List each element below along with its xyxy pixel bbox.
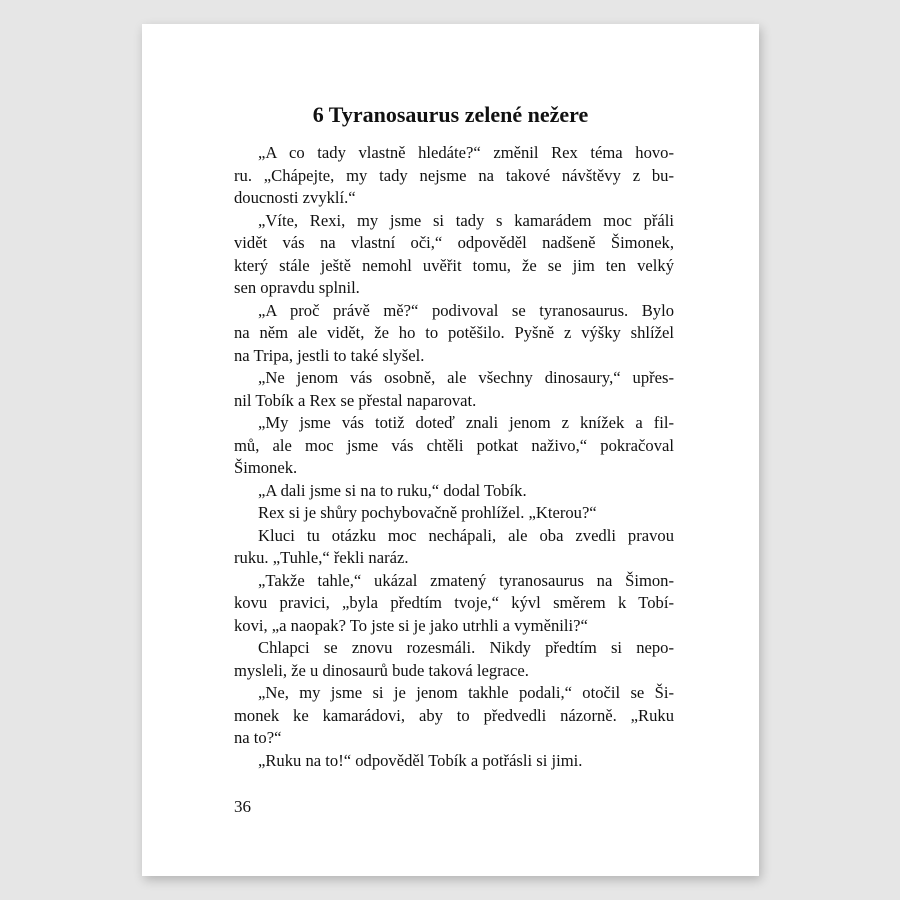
book-page — [142, 24, 759, 876]
text-line: mysleli, že u dinosaurů bude taková legrace. — [234, 660, 529, 680]
text-line: „A proč právě mě?“ podivoval se tyranosaurus. Bylo — [258, 300, 674, 320]
text-line: „Ruku na to!“ odpověděl Tobík a potřásli si jimi. — [258, 750, 583, 770]
text-line: ruku. „Tuhle,“ řekli naráz. — [234, 548, 409, 567]
text-line: který stále ještě nemohl uvěřit tomu, že se jim ten velký — [234, 255, 674, 275]
text-line: „Ne jenom vás osobně, ale všechny dinosaury,“ upřes- — [258, 368, 674, 387]
text-line: Šimonek. — [234, 458, 298, 477]
text-line: kovi, „a naopak? To jste si je jako utrhli a vyměnili?“ — [234, 615, 588, 635]
text-line: mů, ale moc jsme vás chtěli potkat naživo,“ pokračoval — [234, 435, 674, 455]
text-line: nil Tobík a Rex se přestal naparovat. — [234, 390, 477, 410]
text-line: na něm ale vidět, že ho to potěšilo. Pyšně z výšky shlížel — [234, 323, 674, 342]
text-line: „Ne, my jsme si je jenom takhle podali,“ otočil se Ši- — [258, 683, 674, 702]
text-line: „A dali jsme si na to ruku,“ dodal Tobík. — [258, 480, 527, 500]
text-line: na Tripa, jestli to také slyšel. — [234, 345, 425, 365]
page-number: 36 — [234, 797, 251, 816]
text-line: kovu pravici, „byla předtím tvoje,“ kývl směrem k Tobí- — [234, 593, 674, 612]
chapter-title: 6 Tyranosaurus zelené nežere — [312, 102, 589, 127]
text-line: ru. „Chápejte, my tady nejsme na takové návštěvy z bu- — [234, 165, 674, 185]
text-line: monek ke kamarádovi, aby to předvedli názorně. „Ruku — [234, 705, 674, 725]
text-line: na to?“ — [234, 728, 282, 747]
text-line: „My jsme vás totiž doteď znali jenom z knížek a fil- — [258, 413, 674, 432]
text-line: „A co tady vlastně hledáte?“ změnil Rex téma hovo- — [258, 143, 674, 162]
text-line: vidět vás na vlastní oči,“ odpověděl nadšeně Šimonek, — [234, 233, 674, 252]
text-line: „Takže tahle,“ ukázal zmatený tyranosaurus na Šimon- — [258, 570, 674, 590]
text-line: „Víte, Rexi, my jsme si tady s kamarádem moc přáli — [258, 210, 674, 230]
text-line: Kluci tu otázku moc nechápali, ale oba zvedli pravou — [258, 525, 674, 545]
text-line: Chlapci se znovu rozesmáli. Nikdy předtím si nepo- — [258, 638, 674, 657]
text-line: doucnosti zvyklí.“ — [234, 188, 356, 207]
text-line: sen opravdu splnil. — [234, 278, 360, 297]
text-line: Rex si je shůry pochybovačně prohlížel. „Kterou?“ — [258, 503, 597, 522]
body-text — [234, 142, 674, 772]
